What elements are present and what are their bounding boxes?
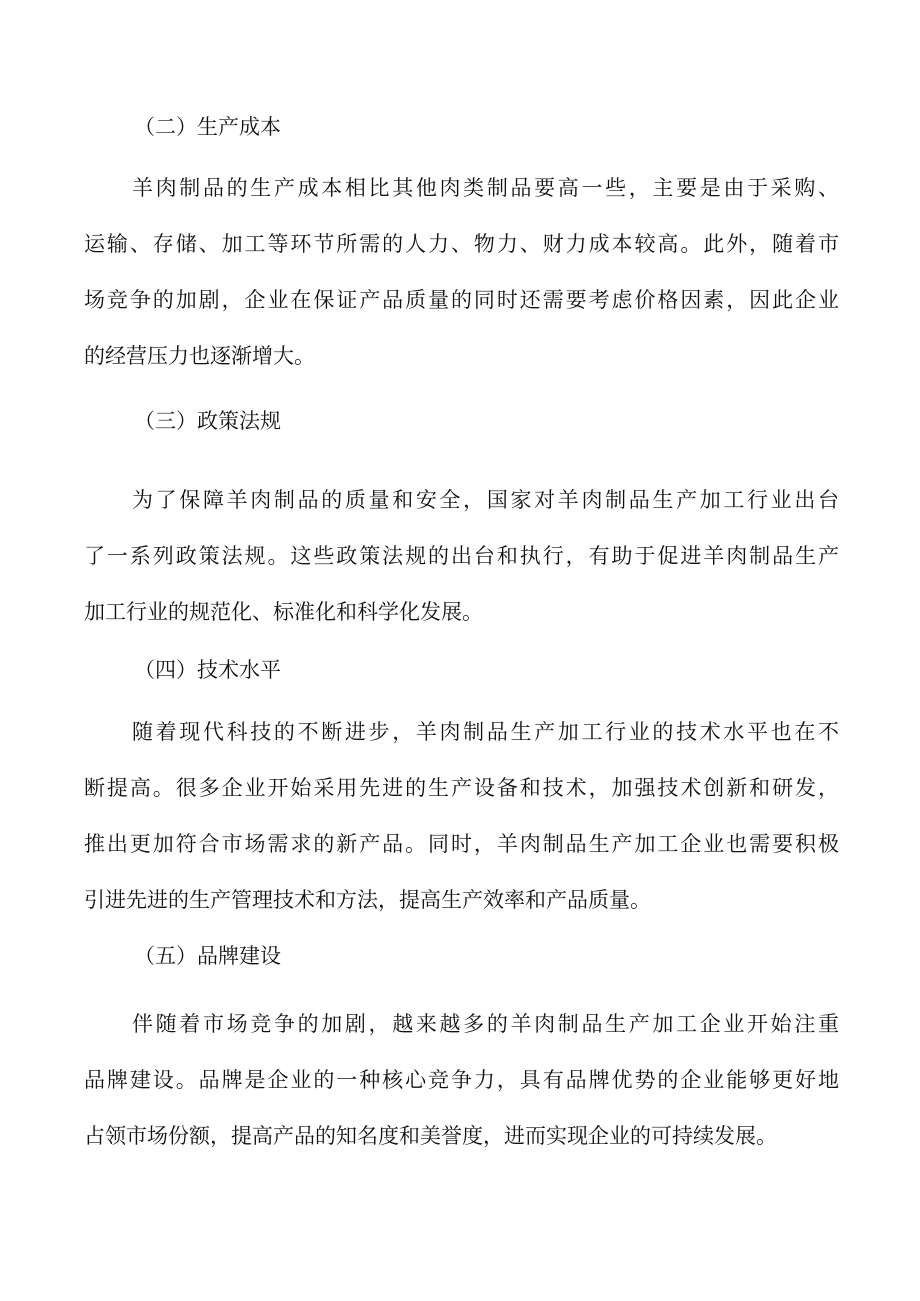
paragraph-line: 推出更加符合市场需求的新产品。同时，羊肉制品生产加工企业也需要积极 [84,832,839,856]
paragraph-line: 的经营压力也逐渐增大。 [84,344,315,368]
paragraph-line: 品牌建设。品牌是企业的一种核心竞争力，具有品牌优势的企业能够更好地 [84,1068,839,1092]
paragraph-line: 羊肉制品的生产成本相比其他肉类制品要高一些，主要是由于采购、 [132,176,839,200]
section-heading-technology-level: （四）技术水平 [134,658,281,682]
paragraph-line: 运输、存储、加工等环节所需的人力、物力、财力成本较高。此外，随着市 [84,232,839,256]
paragraph-line: 引进先进的生产管理技术和方法，提高生产效率和产品质量。 [84,888,651,912]
paragraph-line: 伴随着市场竞争的加剧，越来越多的羊肉制品生产加工企业开始注重 [132,1012,839,1036]
paragraph-line: 了一系列政策法规。这些政策法规的出台和执行，有助于促进羊肉制品生产 [84,544,839,568]
section-heading-brand-building: （五）品牌建设 [134,944,281,968]
paragraph-line: 场竞争的加剧，企业在保证产品质量的同时还需要考虑价格因素，因此企业 [84,288,839,312]
section-heading-policy-regulation: （三）政策法规 [134,409,281,433]
paragraph-line: 随着现代科技的不断进步，羊肉制品生产加工行业的技术水平也在不 [132,720,839,744]
section-heading-production-cost: （二）生产成本 [134,115,281,139]
paragraph-brand-building [84,996,839,1164]
paragraph-line: 加工行业的规范化、标准化和科学化发展。 [84,600,483,624]
paragraph-line: 为了保障羊肉制品的质量和安全，国家对羊肉制品生产加工行业出台 [132,488,839,512]
paragraph-technology-level [84,704,839,928]
paragraph-line: 断提高。很多企业开始采用先进的生产设备和技术，加强技术创新和研发， [84,776,839,800]
paragraph-production-cost [84,160,839,384]
paragraph-line: 占领市场份额，提高产品的知名度和美誉度，进而实现企业的可持续发展。 [84,1124,777,1148]
paragraph-policy-regulation [84,472,839,640]
